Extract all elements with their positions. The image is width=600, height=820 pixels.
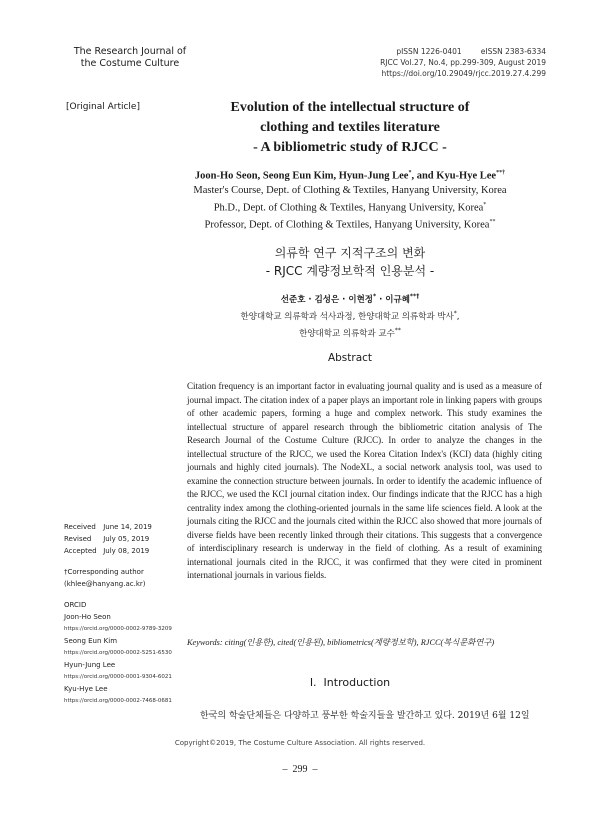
doi-link[interactable]: https://doi.org/10.29049/rjcc.2019.27.4.299 bbox=[381, 69, 546, 78]
korean-affil-2-text: 한양대학교 의류학과 교수 bbox=[299, 328, 395, 339]
korean-authors-part1: 선준호 · 김성은 · 이현정 bbox=[280, 294, 373, 305]
author-names-part2: , and Kyu-Hye Lee bbox=[411, 170, 497, 182]
paper-title bbox=[160, 98, 540, 158]
orcid-name: Hyun-Jung Lee bbox=[64, 661, 116, 669]
orcid-name: Kyu-Hye Lee bbox=[64, 685, 108, 693]
revised-label: Revised bbox=[64, 535, 92, 543]
affiliation-1: Master's Course, Dept. of Clothing & Textiles, Hanyang University, Korea bbox=[193, 184, 507, 196]
author-block bbox=[150, 166, 550, 233]
received-row bbox=[64, 521, 184, 533]
issn: pISSN 1226-0401 eISSN 2383-6334 bbox=[396, 47, 546, 56]
keywords: Keywords: citing(인용한), cited(인용된), bibliometrics(계량정보학), RJCC(복식문화연구) bbox=[187, 638, 495, 647]
accepted-label: Accepted bbox=[64, 547, 97, 555]
journal-name-line2: the Costume Culture bbox=[80, 58, 180, 69]
korean-authors-sup1: * bbox=[373, 293, 377, 300]
orcid-link[interactable]: https://orcid.org/0000-0002-5251-6530 bbox=[64, 650, 172, 656]
volume-info: RJCC Vol.27, No.4, pp.299-309, August 2019 bbox=[380, 58, 546, 67]
korean-authors-sup2: **† bbox=[409, 293, 420, 300]
orcid-link[interactable]: https://orcid.org/0000-0002-7468-0681 bbox=[64, 698, 172, 704]
korean-affil-1-text: 한양대학교 의류학과 석사과정, 한양대학교 의류학과 박사 bbox=[240, 311, 454, 322]
title-line2: clothing and textiles literature bbox=[260, 120, 440, 135]
korean-title-line1: 의류학 연구 지적구조의 변화 bbox=[274, 246, 426, 260]
orcid-link[interactable]: https://orcid.org/0000-0002-9789-3209 bbox=[64, 626, 172, 632]
introduction-heading: I. Introduction bbox=[309, 676, 391, 689]
abstract-body: Citation frequency is an important factor in evaluating journal quality and is used as a measure of journal impact. The citation index of a paper plays an important role in linking papers with groups of other academic papers, forming a huge and complex network. This study examines the intellectual structure of apparel research through the bibliometric citation analysis of The Research Journal of the Costume Culture (RJCC). In order to analyze the changes in the intellectual structure of the RJCC, we used the Korea Citation Index's (KCI) data (highly citing journals and highly cited journals). The NodeXL, a social network analysis tool, was used to examine the connection structure between journals. In order to identify the academic influence of the RJCC, we used the KCI journal citation index. Our findings indicate that the RJCC has a high centrality index among the clothing-oriented journals in the same life sciences field. A look at the journals citing the RJCC and the journals cited within the RJCC also showed that more journals of diverse fields have been recently linked through their citations. This suggests that a convergence of interdisciplinary research is underway in the field of clothing. As a result of examining international journals cited in the RJCC, it was confirmed that they were cited in prominent international journals in various fields. bbox=[187, 381, 542, 580]
journal-name bbox=[55, 46, 205, 70]
affiliation-2 bbox=[150, 198, 550, 216]
orcid-link[interactable]: https://orcid.org/0000-0001-9304-6021 bbox=[64, 674, 172, 680]
korean-affil-1-sup: * bbox=[453, 309, 457, 317]
introduction-text: 한국의 학술단체들은 다양하고 풍부한 학술지들을 발간하고 있다. 2019년 6월 12일 bbox=[200, 711, 530, 721]
korean-affil-2-sup: ** bbox=[394, 326, 401, 334]
author-names-part1: Joon-Ho Seon, Seong Eun Kim, Hyun-Jung Lee bbox=[194, 170, 409, 182]
korean-authors-part2: · 이규혜 bbox=[376, 294, 410, 305]
affiliation-3-text: Professor, Dept. of Clothing & Textiles, Hanyang University, Korea bbox=[204, 219, 490, 231]
korean-title-line2: - RJCC 계량정보학적 인용분석 - bbox=[265, 264, 435, 278]
korean-title bbox=[150, 244, 550, 280]
received-label: Received bbox=[64, 523, 96, 531]
orcid-name: Joon-Ho Seon bbox=[64, 613, 111, 621]
affiliation-2-text: Ph.D., Dept. of Clothing & Textiles, Hanyang University, Korea bbox=[213, 202, 484, 213]
korean-affil-1-end: , bbox=[456, 311, 460, 322]
page-number: – 299 – bbox=[282, 764, 318, 775]
revised-date: July 05, 2019 bbox=[103, 535, 150, 543]
affiliation-2-sup: * bbox=[483, 201, 487, 208]
accepted-row bbox=[64, 545, 184, 557]
korean-affiliation-1 bbox=[150, 307, 550, 324]
orcid-label: ORCID bbox=[64, 601, 87, 609]
article-info-sidebar bbox=[64, 521, 184, 707]
article-type: [Original Article] bbox=[66, 102, 140, 112]
copyright-notice: Copyright©2019, The Costume Culture Association. All rights reserved. bbox=[174, 739, 426, 747]
abstract-heading: Abstract bbox=[327, 352, 373, 364]
korean-affiliation-2 bbox=[150, 324, 550, 341]
publication-meta bbox=[380, 46, 546, 79]
received-date: June 14, 2019 bbox=[103, 523, 152, 531]
author-sup1: * bbox=[408, 170, 412, 176]
title-line3: - A bibliometric study of RJCC - bbox=[253, 140, 447, 155]
revised-row bbox=[64, 533, 184, 545]
journal-name-line1: The Research Journal of bbox=[73, 46, 187, 57]
korean-author-names bbox=[150, 290, 550, 307]
title-line1: Evolution of the intellectual structure of bbox=[230, 100, 470, 115]
corresponding-author-email[interactable]: (khlee@hanyang.ac.kr) bbox=[64, 580, 146, 588]
korean-author-block bbox=[150, 290, 550, 340]
author-sup2: **† bbox=[496, 170, 506, 176]
orcid-name: Seong Eun Kim bbox=[64, 637, 118, 645]
affiliation-3-sup: ** bbox=[489, 219, 496, 225]
accepted-date: July 08, 2019 bbox=[103, 547, 150, 555]
corresponding-author-label: †Corresponding author bbox=[64, 568, 144, 576]
author-names bbox=[150, 166, 550, 184]
affiliation-3 bbox=[150, 215, 550, 233]
